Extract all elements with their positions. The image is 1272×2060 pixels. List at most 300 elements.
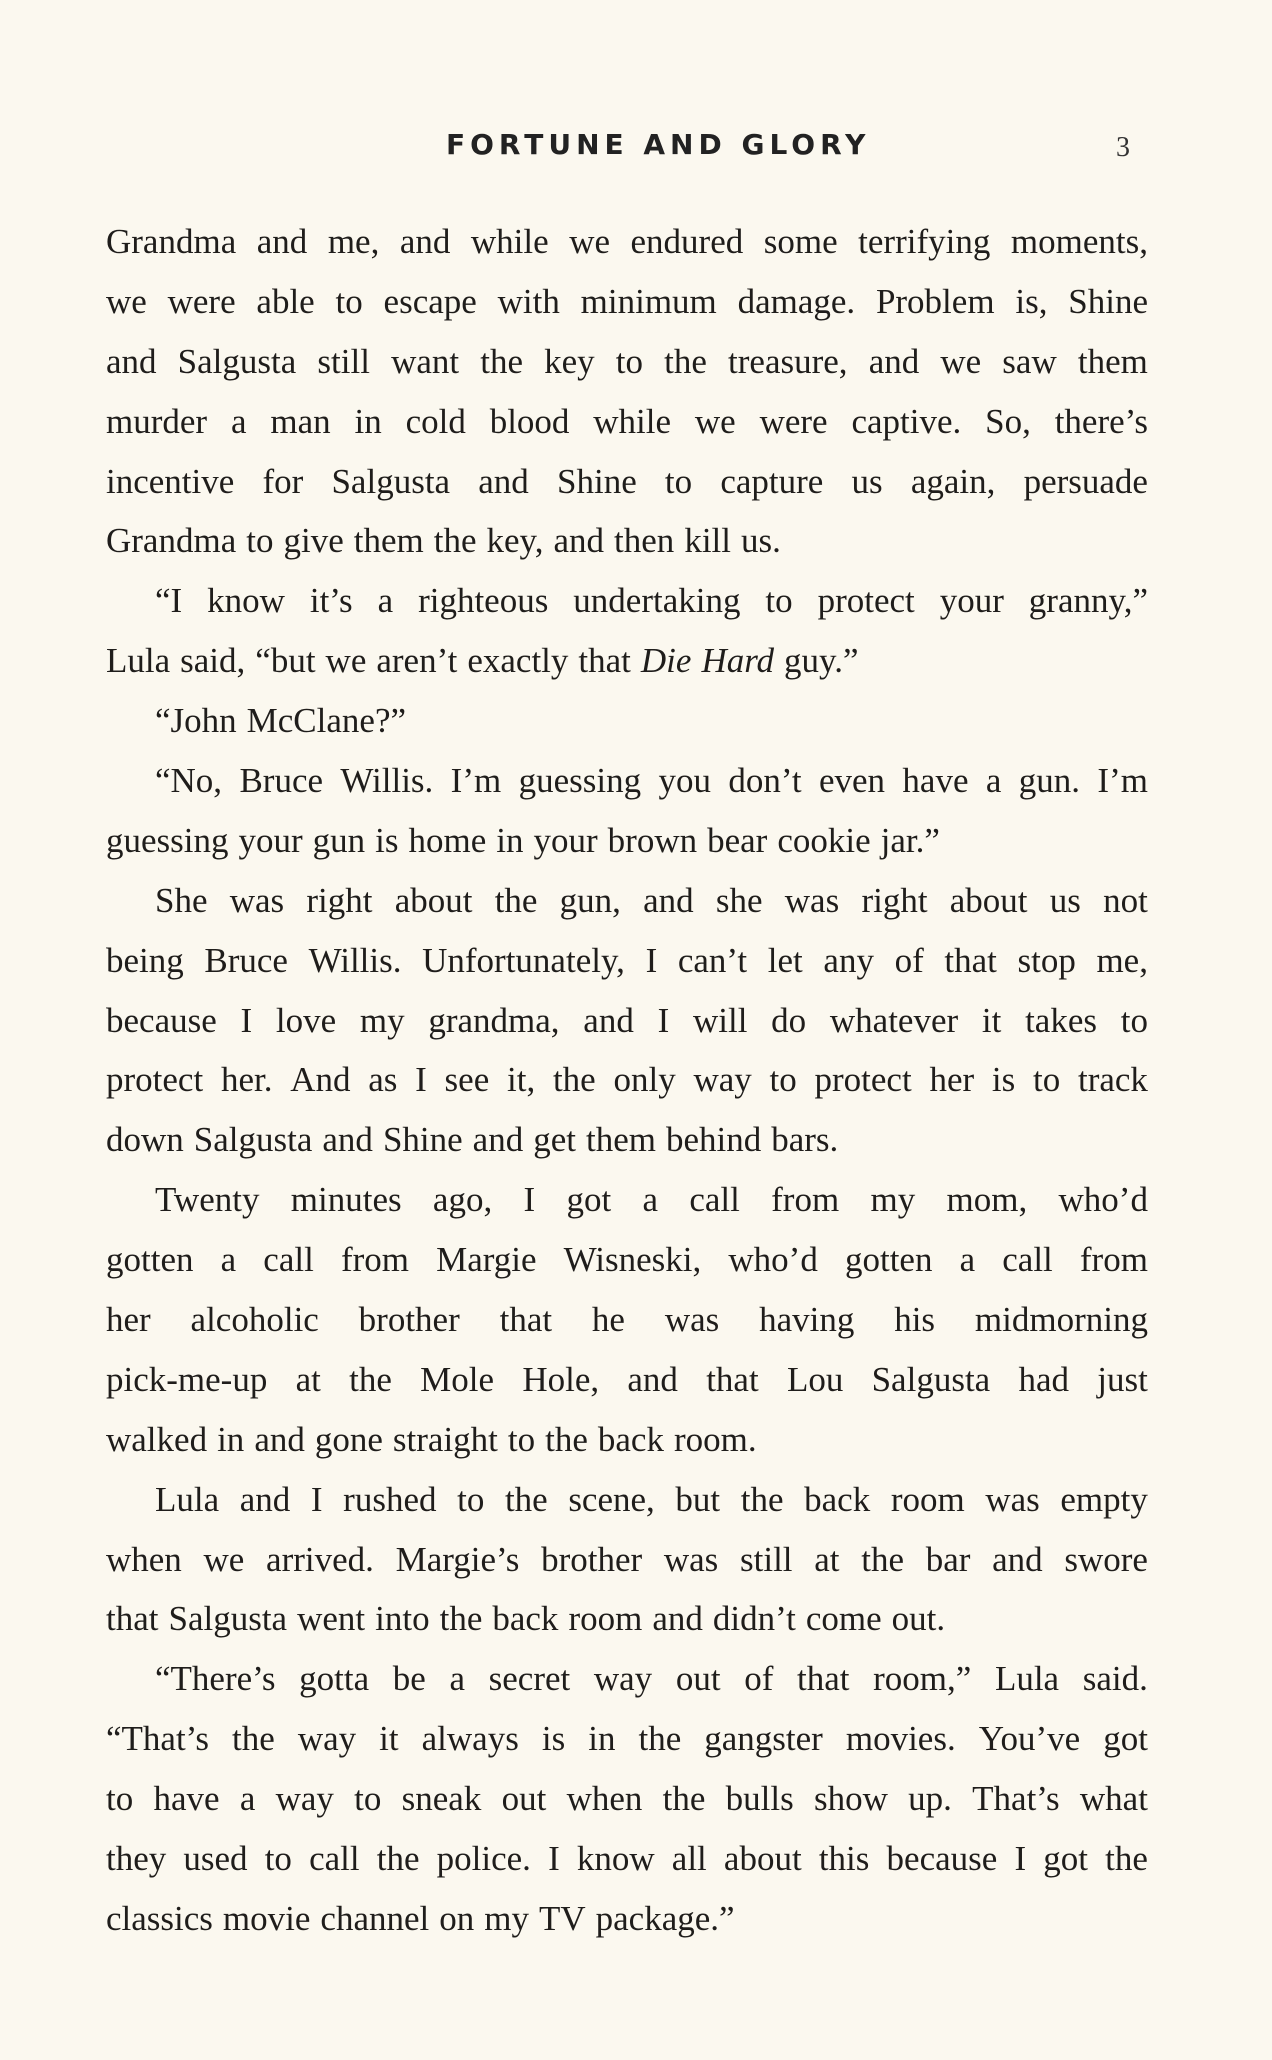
- text-line: [106, 931, 1148, 991]
- word: that: [706, 1359, 759, 1399]
- word: while: [593, 401, 672, 441]
- running-head: [0, 128, 1272, 168]
- word: McClane?”: [246, 701, 407, 741]
- word: about: [394, 880, 473, 920]
- word: while: [470, 222, 549, 261]
- word: don’t: [728, 761, 802, 801]
- word: and: [254, 1419, 305, 1459]
- word: know: [207, 581, 285, 621]
- word: to: [106, 1779, 134, 1819]
- word: package.”: [595, 1898, 735, 1938]
- word: to: [615, 341, 644, 381]
- word: Grandma: [106, 521, 237, 561]
- word: righteous: [418, 581, 549, 621]
- word: only: [613, 1060, 676, 1100]
- word: I: [548, 1839, 560, 1879]
- text-line: [106, 272, 1148, 332]
- word: call: [263, 1240, 314, 1280]
- word: me,: [327, 222, 380, 261]
- word: up.: [908, 1779, 952, 1819]
- word: to: [457, 1479, 485, 1519]
- word: I’m: [1097, 761, 1148, 801]
- word: gotten: [106, 1240, 194, 1280]
- word: can’t: [677, 940, 748, 980]
- word: it: [981, 1000, 1002, 1040]
- word: gangster: [704, 1719, 823, 1759]
- word: treasure,: [728, 341, 848, 381]
- text-line: [106, 1589, 1148, 1649]
- word: Shine: [382, 1120, 463, 1160]
- word: that: [944, 940, 997, 980]
- word: police.: [436, 1839, 531, 1879]
- word: brother: [541, 1539, 643, 1579]
- word: terrifying: [858, 222, 991, 261]
- word: still: [317, 341, 370, 381]
- word: scene,: [568, 1479, 655, 1519]
- word: So,: [985, 401, 1031, 441]
- word: about: [723, 1839, 802, 1879]
- word: Mole: [420, 1359, 495, 1399]
- word: that: [499, 1300, 553, 1340]
- word: call: [1002, 1240, 1053, 1280]
- word: then: [614, 521, 675, 561]
- text-line: [106, 691, 1148, 751]
- word: grandma,: [428, 1000, 560, 1040]
- word: to: [1033, 1060, 1061, 1100]
- word: to: [765, 581, 793, 621]
- word: “No,: [155, 761, 223, 801]
- word: man: [270, 401, 331, 441]
- word: is: [991, 1060, 1016, 1100]
- word: jar.”: [880, 820, 940, 860]
- text-line: [106, 1829, 1148, 1889]
- word: who’d: [1058, 1180, 1148, 1220]
- word: exactly: [467, 641, 569, 681]
- word: out: [501, 1779, 547, 1819]
- text-line: [106, 1050, 1148, 1110]
- word: Margie: [436, 1240, 537, 1280]
- word: escape: [383, 281, 477, 321]
- word: were: [167, 281, 236, 321]
- word: my: [484, 1898, 529, 1938]
- word: is: [375, 820, 399, 860]
- word: will: [692, 1000, 748, 1040]
- text-line: [106, 1769, 1148, 1829]
- word: do: [771, 1000, 807, 1040]
- word: movies.: [845, 1719, 956, 1759]
- word: they: [106, 1839, 167, 1879]
- word: sneak: [401, 1779, 482, 1819]
- word: was: [784, 880, 840, 920]
- word: Lula: [155, 1479, 220, 1519]
- word: having: [759, 1300, 855, 1340]
- word: but: [675, 1479, 721, 1519]
- word: get: [533, 1120, 576, 1160]
- word: see: [444, 1060, 490, 1100]
- word: again,: [910, 461, 996, 501]
- word: all: [671, 1839, 707, 1879]
- text-line: [106, 871, 1148, 931]
- word: guessing: [106, 820, 229, 860]
- text-line: [106, 1470, 1148, 1530]
- word: his: [894, 1300, 936, 1340]
- word: captive.: [851, 401, 962, 441]
- text-line: [106, 392, 1148, 452]
- word: being: [106, 940, 184, 980]
- body-text: [106, 212, 1148, 1949]
- word: we: [203, 1539, 245, 1579]
- word: “but: [255, 641, 316, 681]
- word: the: [552, 1060, 596, 1100]
- word: want: [391, 341, 460, 381]
- word: her: [929, 1060, 975, 1100]
- word: in: [588, 1719, 616, 1759]
- word: out.: [891, 1599, 946, 1639]
- word: and: [256, 222, 308, 261]
- word: be: [392, 1659, 426, 1699]
- word: blood: [489, 401, 570, 441]
- word: the: [545, 1419, 588, 1459]
- word: have: [153, 1779, 220, 1819]
- word: incentive: [106, 461, 235, 501]
- word: protect: [817, 581, 915, 621]
- word: and: [399, 222, 451, 261]
- word: at: [295, 1359, 321, 1399]
- word: had: [1018, 1359, 1070, 1399]
- word: murder: [106, 401, 208, 441]
- word: at: [814, 1539, 840, 1579]
- word: because: [886, 1839, 998, 1879]
- word: was: [229, 880, 285, 920]
- word: used: [183, 1839, 248, 1879]
- word: room,”: [873, 1659, 972, 1699]
- word: back: [597, 1419, 664, 1459]
- word: for: [262, 461, 304, 501]
- word: to: [246, 521, 274, 561]
- word: You’ve: [978, 1719, 1081, 1759]
- text-line: [106, 332, 1148, 392]
- word: know: [576, 1839, 655, 1879]
- word: TV: [538, 1898, 586, 1938]
- text-line: [106, 511, 1148, 571]
- word: my: [870, 1180, 916, 1220]
- word: when: [566, 1779, 643, 1819]
- word: Margie’s: [395, 1539, 520, 1579]
- word: endured: [630, 222, 744, 261]
- word: come: [805, 1599, 882, 1639]
- word: even: [818, 761, 886, 801]
- word: movie: [222, 1898, 311, 1938]
- word: he: [591, 1300, 625, 1340]
- word: the: [740, 1479, 784, 1519]
- word: and: [478, 461, 529, 501]
- word: rushed: [343, 1479, 437, 1519]
- word: us: [851, 461, 883, 501]
- word: not: [1103, 880, 1148, 920]
- text-line: [106, 751, 1148, 811]
- word: didn’t: [712, 1599, 796, 1639]
- word: to: [335, 281, 363, 321]
- word: key: [544, 341, 595, 381]
- word: always: [421, 1719, 519, 1759]
- word: “I: [155, 581, 183, 621]
- word: she: [715, 880, 763, 920]
- word: room: [890, 1479, 965, 1519]
- text-line: [106, 1230, 1148, 1290]
- word: and: [868, 341, 920, 381]
- word: I: [645, 940, 658, 980]
- word: the: [504, 1479, 548, 1519]
- word: gotten: [844, 1240, 933, 1280]
- word: alcoholic: [190, 1300, 319, 1340]
- word: the: [638, 1719, 682, 1759]
- word: “There’s: [155, 1659, 276, 1699]
- word: takes: [1025, 1000, 1097, 1040]
- word: way: [593, 1659, 653, 1699]
- word: is,: [1015, 281, 1048, 321]
- word: got: [566, 1180, 612, 1220]
- word: the: [349, 1359, 392, 1399]
- word: your: [238, 820, 303, 860]
- text-line: [106, 1709, 1148, 1769]
- word: Lula: [994, 1659, 1060, 1699]
- word: Salgusta: [177, 341, 297, 381]
- word: I: [1014, 1839, 1027, 1879]
- word: That’s: [972, 1779, 1060, 1819]
- text-line: [106, 1350, 1148, 1410]
- word: right: [306, 880, 373, 920]
- text-line: [106, 1889, 1148, 1949]
- word: Shine: [1068, 281, 1148, 321]
- word: the: [480, 341, 523, 381]
- word: guy.”: [784, 641, 859, 681]
- word: saw: [1002, 341, 1057, 381]
- text-line: [106, 1649, 1148, 1709]
- word: protect: [814, 1060, 912, 1100]
- word: call: [689, 1180, 740, 1220]
- word: with: [497, 281, 560, 321]
- word: me,: [1096, 940, 1148, 980]
- word: call: [309, 1839, 360, 1879]
- word: her: [106, 1300, 151, 1340]
- word: your: [533, 820, 598, 860]
- word: bear: [707, 820, 768, 860]
- word: cookie: [777, 820, 871, 860]
- word: Salgusta: [331, 461, 451, 501]
- word: it: [379, 1719, 399, 1759]
- word: room.: [673, 1419, 757, 1459]
- word: us: [1049, 880, 1081, 920]
- word: gun,: [559, 880, 621, 920]
- word: my: [359, 1000, 405, 1040]
- word: stop: [1017, 940, 1076, 980]
- word: let: [767, 940, 803, 980]
- word: went: [297, 1599, 366, 1639]
- word: behind: [665, 1120, 762, 1160]
- word: room: [568, 1599, 643, 1639]
- word: brown: [607, 820, 698, 860]
- word: I: [415, 1060, 427, 1100]
- word: out: [675, 1659, 721, 1699]
- word: a: [642, 1180, 659, 1220]
- word: give: [283, 521, 344, 561]
- word: to: [769, 1060, 797, 1100]
- word: it,: [507, 1060, 536, 1100]
- word: we: [940, 341, 982, 381]
- word: midmorning: [974, 1300, 1148, 1340]
- word: track: [1077, 1060, 1148, 1100]
- word: to: [264, 1839, 292, 1879]
- word: “That’s: [106, 1719, 210, 1759]
- word: and: [106, 341, 157, 381]
- word: some: [763, 222, 838, 261]
- word: channel: [320, 1898, 430, 1938]
- word: gun: [312, 820, 366, 860]
- word: I: [240, 1000, 253, 1040]
- word: persuade: [1023, 461, 1148, 501]
- word: and: [553, 521, 605, 561]
- word: you: [658, 761, 711, 801]
- word: to: [507, 1419, 536, 1459]
- word: and: [652, 1599, 703, 1639]
- word: a: [985, 761, 1002, 801]
- word: to: [1120, 1000, 1148, 1040]
- word: because: [106, 1000, 217, 1040]
- word: them: [585, 1120, 656, 1160]
- word: was: [663, 1539, 719, 1579]
- word: granny,”: [1028, 581, 1148, 621]
- word: about: [949, 880, 1028, 920]
- word: whatever: [829, 1000, 959, 1040]
- word: said.: [1082, 1659, 1148, 1699]
- word: I: [523, 1180, 536, 1220]
- word: She: [155, 880, 208, 920]
- word: when: [106, 1539, 182, 1579]
- word: capture: [720, 461, 824, 501]
- word: Grandma: [106, 222, 237, 261]
- word: bars.: [771, 1120, 839, 1160]
- word: gone: [314, 1419, 383, 1459]
- word: Unfortunately,: [422, 940, 625, 980]
- page-number: 3: [1116, 132, 1130, 163]
- word: was: [985, 1479, 1040, 1519]
- word: and: [643, 880, 694, 920]
- word: I: [310, 1479, 323, 1519]
- word: in: [496, 820, 524, 860]
- word: of: [744, 1659, 774, 1699]
- word: them: [1077, 341, 1148, 381]
- word: the: [662, 1779, 706, 1819]
- word: able: [256, 281, 315, 321]
- word: bar: [925, 1539, 971, 1579]
- word: that: [578, 641, 631, 681]
- word: we: [325, 641, 367, 681]
- word: Twenty: [155, 1180, 260, 1220]
- word: into: [375, 1599, 430, 1639]
- word: straight: [392, 1419, 498, 1459]
- word: gun.: [1018, 761, 1081, 801]
- word: and: [239, 1479, 291, 1519]
- word: were: [759, 401, 828, 441]
- word: a: [230, 401, 247, 441]
- word: and: [322, 1120, 373, 1160]
- word: your: [939, 581, 1004, 621]
- word: Willis.: [308, 940, 402, 980]
- word: walked: [106, 1419, 208, 1459]
- word: brother: [358, 1300, 460, 1340]
- word: mom,: [946, 1180, 1028, 1220]
- word: minutes: [290, 1180, 402, 1220]
- word: a: [239, 1779, 256, 1819]
- word: show: [814, 1779, 888, 1819]
- text-line: [106, 1110, 1148, 1170]
- word: the: [1105, 1839, 1148, 1879]
- word: way: [275, 1779, 334, 1819]
- word: “John: [155, 701, 237, 741]
- word: is: [541, 1719, 566, 1759]
- word: we: [694, 401, 736, 441]
- word: bulls: [725, 1779, 794, 1819]
- word: we: [569, 222, 610, 261]
- word: damage.: [737, 281, 856, 321]
- word: have: [902, 761, 969, 801]
- text-line: [106, 811, 1148, 871]
- word: guessing: [518, 761, 642, 801]
- word: I’m: [450, 761, 502, 801]
- word: the: [494, 880, 538, 920]
- word: Salgusta: [871, 1359, 991, 1399]
- word: moments,: [1010, 222, 1148, 261]
- text-line: [106, 991, 1148, 1051]
- word: the: [232, 1719, 275, 1759]
- word: love: [275, 1000, 337, 1040]
- word: I: [657, 1000, 670, 1040]
- word: from: [340, 1240, 409, 1280]
- word: us.: [741, 521, 781, 561]
- word: got: [1103, 1719, 1148, 1759]
- word: undertaking: [573, 581, 741, 621]
- word: that: [797, 1659, 850, 1699]
- word: way: [297, 1719, 357, 1759]
- word: as: [368, 1060, 398, 1100]
- word: there’s: [1054, 401, 1148, 441]
- word: kill: [684, 521, 731, 561]
- word: and: [627, 1359, 678, 1399]
- word: Bruce: [204, 940, 288, 980]
- word: Hole,: [522, 1359, 600, 1399]
- word: a: [959, 1240, 976, 1280]
- word: minimum: [580, 281, 717, 321]
- word: right: [861, 880, 928, 920]
- word: any: [823, 940, 874, 980]
- word: back: [492, 1599, 559, 1639]
- word: on: [439, 1898, 475, 1938]
- word: ago,: [432, 1180, 493, 1220]
- text-line: [106, 452, 1148, 512]
- word: Lou: [786, 1359, 844, 1399]
- word: pick-me-up: [106, 1359, 268, 1399]
- text-line: [106, 1170, 1148, 1230]
- word: And: [290, 1060, 351, 1100]
- running-title: FORTUNE AND GLORY: [446, 128, 871, 161]
- word: secret: [488, 1659, 571, 1699]
- word: to: [354, 1779, 382, 1819]
- word: Lula: [106, 641, 171, 681]
- word: Problem: [875, 281, 995, 321]
- word: what: [1079, 1779, 1148, 1819]
- word: the: [664, 341, 707, 381]
- word: just: [1097, 1359, 1148, 1399]
